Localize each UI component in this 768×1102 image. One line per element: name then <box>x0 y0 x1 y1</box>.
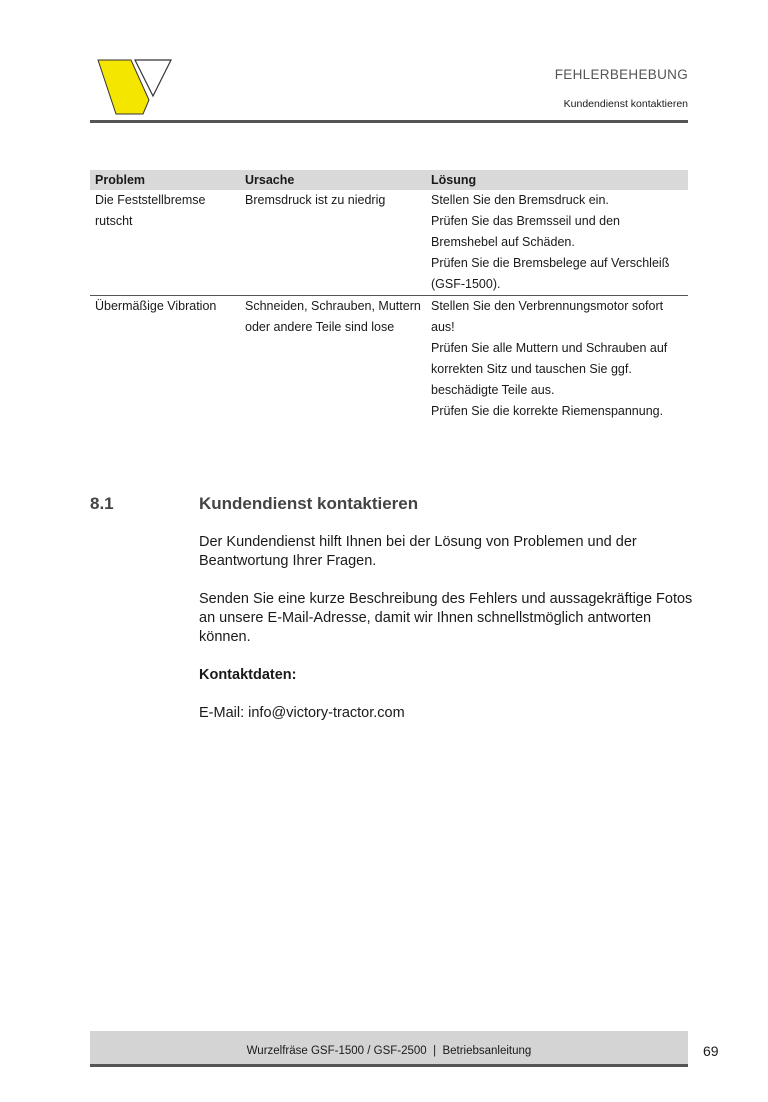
section-subtitle: Kundendienst kontaktieren <box>563 98 688 110</box>
solution-step: Prüfen Sie die Bremsbelege auf Verschleiß (GSF-1500). <box>431 256 670 291</box>
troubleshooting-table <box>90 170 688 422</box>
section-number: 8.1 <box>90 494 114 513</box>
solution-step: Stellen Sie den Bremsdruck ein. <box>431 193 609 207</box>
solution-step: Prüfen Sie die korrekte Riemenspannung. <box>431 404 664 418</box>
solution-cell <box>426 296 688 423</box>
solution-step: Prüfen Sie das Bremsseil und den Bremshebel auf Schäden. <box>431 214 620 249</box>
victory-logo-icon <box>95 56 175 116</box>
problem-cell: Die Feststellbremse rutscht <box>90 190 240 296</box>
solution-cell <box>426 190 688 296</box>
contact-label: Kontaktdaten: <box>199 667 297 683</box>
solution-step: Prüfen Sie alle Muttern und Schrauben auf korrekten Sitz und tauschen Sie ggf. beschädigte Teile aus. <box>431 341 668 397</box>
section-heading: Kundendienst kontaktieren <box>199 494 419 513</box>
chapter-title: FEHLERBEHEBUNG <box>554 67 688 82</box>
table-header-row <box>90 170 688 190</box>
footer-bar <box>90 1031 688 1067</box>
table-row <box>90 190 688 296</box>
table-row <box>90 296 688 423</box>
column-header-problem: Problem <box>90 170 240 190</box>
paragraph: Der Kundendienst hilft Ihnen bei der Lösung von Problemen und der Beantwortung Ihrer Fragen. <box>199 534 637 569</box>
cause-cell: Bremsdruck ist zu niedrig <box>240 190 426 296</box>
email-line: E-Mail: info@victory-tractor.com <box>199 705 405 721</box>
cause-cell: Schneiden, Schrauben, Muttern oder andere Teile sind lose <box>245 299 421 334</box>
header-divider <box>90 120 688 123</box>
page-number: 69 <box>703 1043 719 1059</box>
column-header-cause: Ursache <box>240 170 426 190</box>
paragraph: Senden Sie eine kurze Beschreibung des Fehlers und aussagekräftige Fotos an unsere E-Mail-Adresse, damit wir Ihnen schnellstmöglich antworten können. <box>199 591 693 645</box>
section-body <box>199 533 694 742</box>
solution-step: Stellen Sie den Verbrennungsmotor sofort aus! <box>431 299 664 334</box>
column-header-solution: Lösung <box>426 170 688 190</box>
problem-cell: Übermäßige Vibration <box>95 299 217 313</box>
footer-text: Wurzelfräse GSF-1500 / GSF-2500 | Betriebsanleitung <box>246 1045 532 1057</box>
